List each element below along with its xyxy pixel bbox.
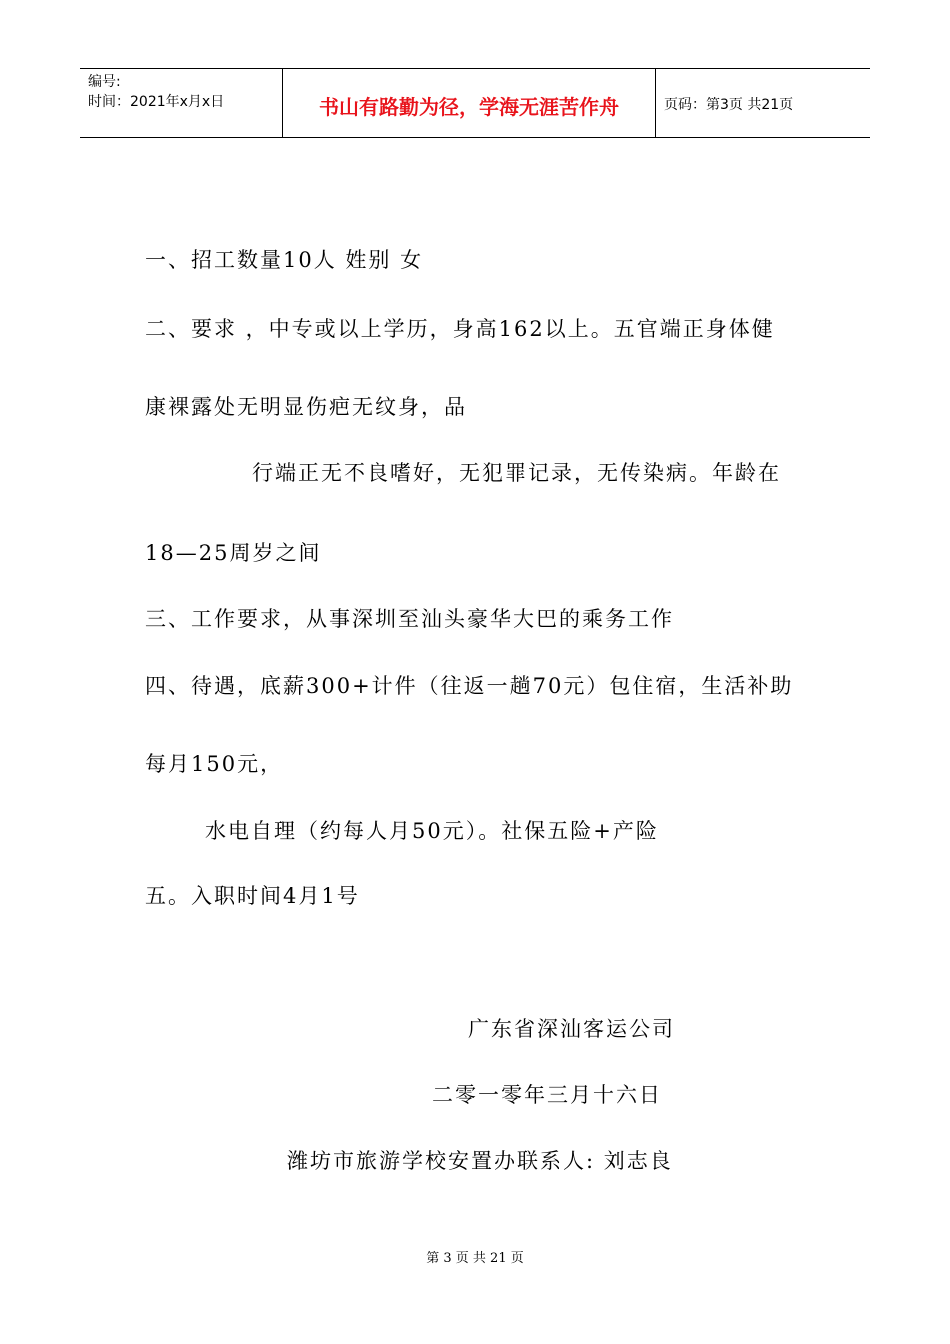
body-line-1: 一、招工数量10人 姓别 女 bbox=[145, 248, 424, 272]
body-line-7: 四、待遇，底薪300+计件（往返一趟70元）包住宿，生活补助 bbox=[145, 674, 794, 698]
body-line-10: 五。入职时间4月1号 bbox=[145, 884, 360, 908]
time-label: 时间：2021年x月x日 bbox=[88, 94, 225, 110]
page-footer: 第 3 页 共 21 页 bbox=[426, 1251, 524, 1266]
issue-date: 二零一零年三月十六日 bbox=[432, 1083, 662, 1107]
body-line-5: 18—25周岁之间 bbox=[145, 541, 322, 565]
body-line-4: 行端正无不良嗜好，无犯罪记录，无传染病。年龄在 bbox=[252, 461, 781, 485]
header-motto-cell bbox=[283, 69, 656, 137]
motto: 书山有路勤为径，学海无涯苦作舟 bbox=[319, 95, 619, 119]
body-line-2: 二、要求 ，中专或以上学历，身高162以上。五官端正身体健 bbox=[145, 317, 775, 341]
body-line-9: 水电自理（约每人月50元）。社保五险+产险 bbox=[205, 819, 659, 843]
header-meta-cell bbox=[80, 69, 283, 137]
page-info: 页码：第3页 共21页 bbox=[664, 97, 794, 113]
page-header bbox=[80, 68, 870, 138]
contact-person: 潍坊市旅游学校安置办联系人: 刘志良 bbox=[287, 1149, 673, 1173]
body-line-3: 康裸露处无明显伤疤无纹身，品 bbox=[145, 395, 467, 419]
number-label: 编号: bbox=[88, 74, 121, 90]
header-page-cell bbox=[656, 69, 870, 137]
company-name: 广东省深汕客运公司 bbox=[468, 1017, 675, 1041]
body-line-6: 三、工作要求，从事深圳至汕头豪华大巴的乘务工作 bbox=[145, 607, 674, 631]
body-line-8: 每月150元， bbox=[145, 752, 284, 776]
